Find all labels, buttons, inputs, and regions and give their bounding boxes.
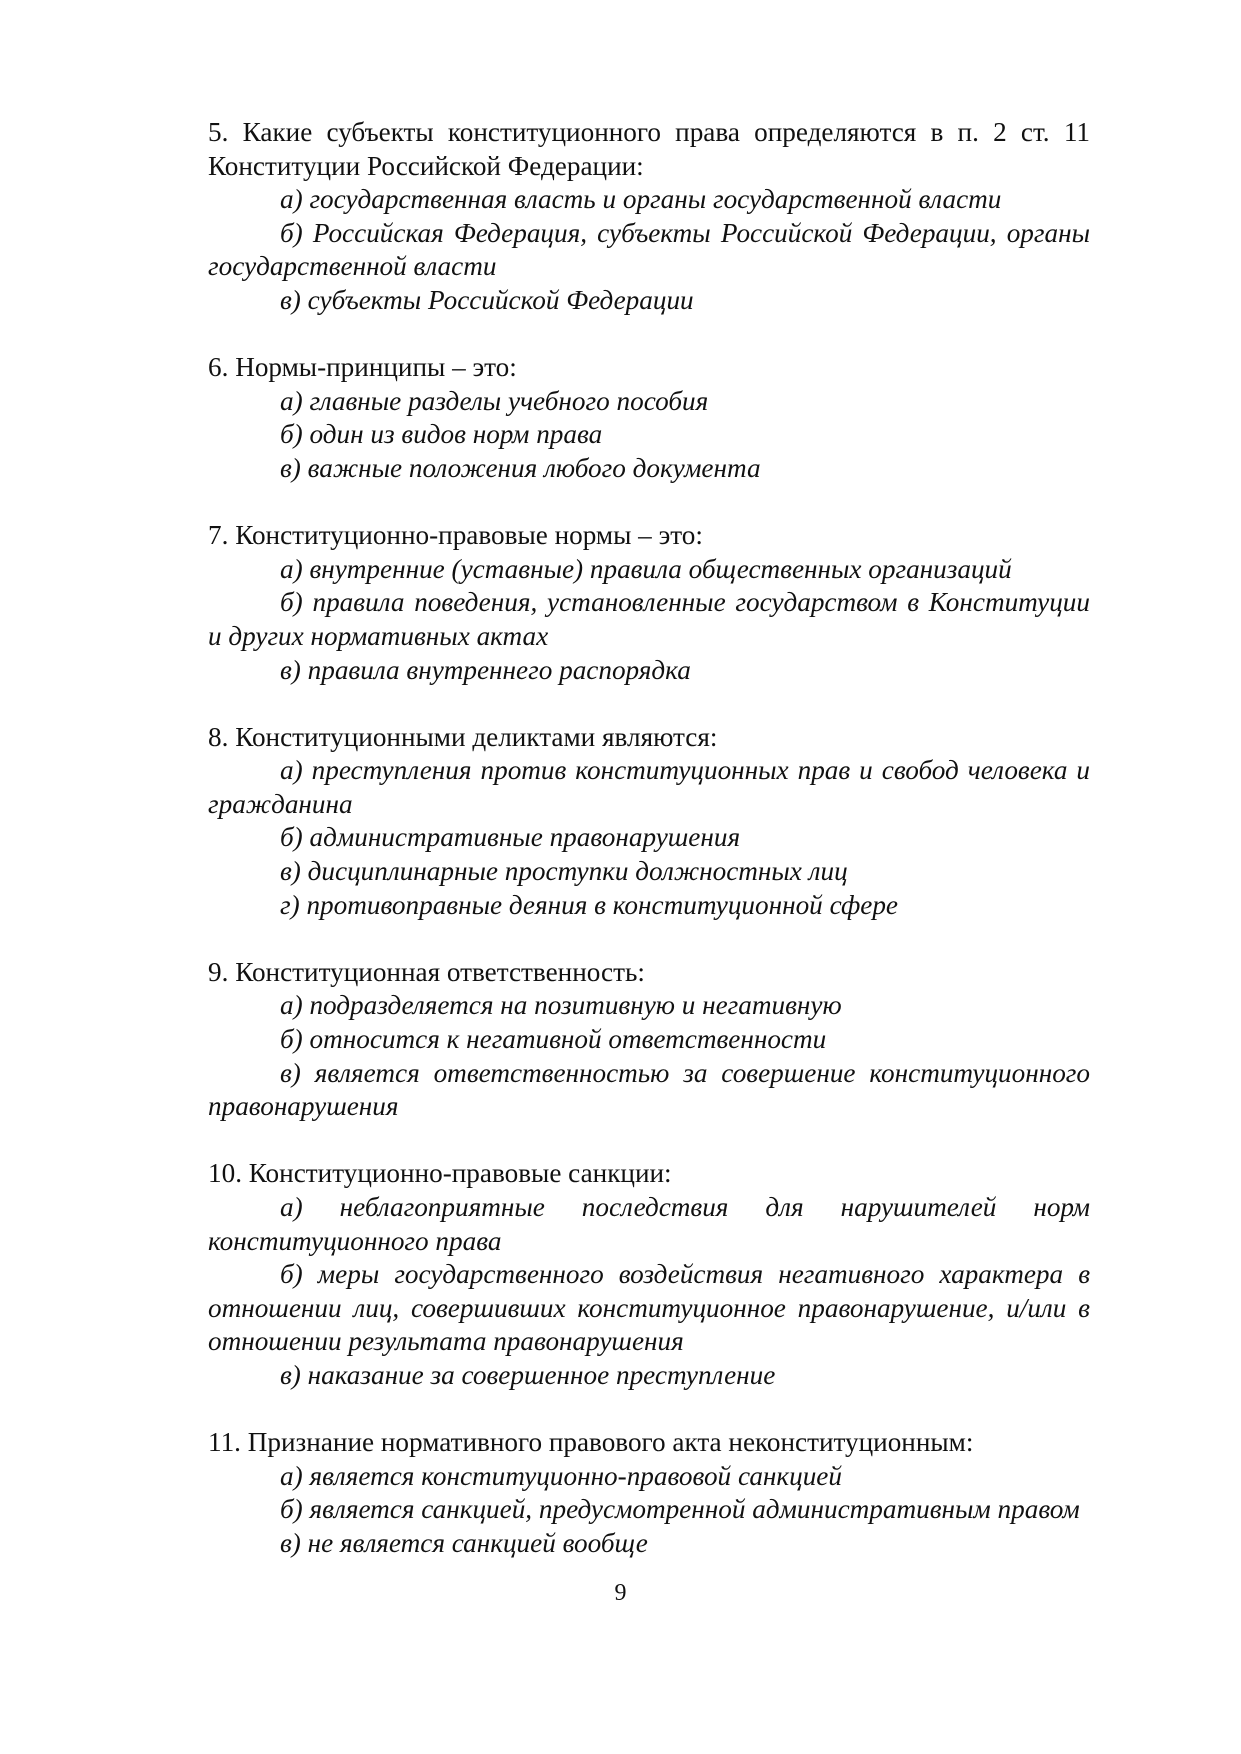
answer-option-a: а) является конституционно-правовой санкцией — [280, 1460, 842, 1491]
question-8 — [208, 721, 1090, 923]
answer-option-c: в) правила внутреннего распорядка — [280, 654, 691, 685]
question-9 — [208, 956, 1090, 1124]
answer-option-a: а) внутренние (уставные) правила общественных организаций — [280, 553, 1012, 584]
answer-option-c: в) дисциплинарные проступки должностных лиц — [280, 856, 848, 887]
question-title: 6. Нормы-принципы – это: — [208, 352, 517, 383]
answer-option-a: а) подразделяется на позитивную и негативную — [280, 990, 842, 1021]
question-title: 8. Конституционными деликтами являются: — [208, 721, 718, 752]
questions-list — [208, 116, 1090, 1594]
answer-option-b: б) меры государственного воздействия негативного характера в отношении лиц, совершивших конституционное правонарушение, и/или в отношении результата правонарушения — [208, 1259, 1090, 1357]
answer-option-a: а) преступления против конституционных прав и свобод человека и гражданина — [208, 755, 1090, 819]
answer-option-b: б) правила поведения, установленные государством в Конституции и других нормативных актах — [208, 587, 1090, 651]
answer-option-b: б) административные правонарушения — [280, 822, 741, 853]
page-number: 9 — [614, 1580, 627, 1606]
question-10 — [208, 1157, 1090, 1392]
answer-option-a: а) государственная власть и органы государственной власти — [280, 184, 1002, 215]
question-7 — [208, 519, 1090, 687]
answer-option-c: в) важные положения любого документа — [280, 452, 761, 483]
question-title: 7. Конституционно-правовые нормы – это: — [208, 520, 703, 551]
question-title: 9. Конституционная ответственность: — [208, 956, 645, 987]
question-title: 10. Конституционно-правовые санкции: — [208, 1158, 672, 1189]
question-title: 11. Признание нормативного правового акта неконституционным: — [208, 1427, 974, 1458]
question-6 — [208, 351, 1090, 485]
answer-option-d: г) противоправные деяния в конституционной сфере — [280, 889, 898, 920]
answer-option-c: в) является ответственностью за совершение конституционного правонарушения — [208, 1057, 1090, 1122]
answer-option-c: в) не является санкцией вообще — [280, 1527, 648, 1558]
answer-option-b: б) является санкцией, предусмотренной административным правом — [280, 1494, 1080, 1525]
question-5 — [208, 116, 1090, 318]
answer-option-b: б) относится к негативной ответственности — [280, 1024, 827, 1055]
question-title: 5. Какие субъекты конституционного права определяются в п. 2 ст. 11 Конституции Российской Федерации: — [208, 117, 1090, 181]
answer-option-b: б) один из видов норм права — [280, 419, 603, 450]
answer-option-b: б) Российская Федерация, субъекты Российской Федерации, органы государственной власти — [208, 217, 1090, 282]
answer-option-a: а) неблагоприятные последствия для нарушителей норм конституционного права — [208, 1192, 1090, 1256]
question-11 — [208, 1426, 1090, 1560]
answer-option-a: а) главные разделы учебного пособия — [280, 385, 709, 416]
answer-option-c: в) наказание за совершенное преступление — [280, 1359, 776, 1390]
answer-option-c: в) субъекты Российской Федерации — [280, 284, 694, 315]
